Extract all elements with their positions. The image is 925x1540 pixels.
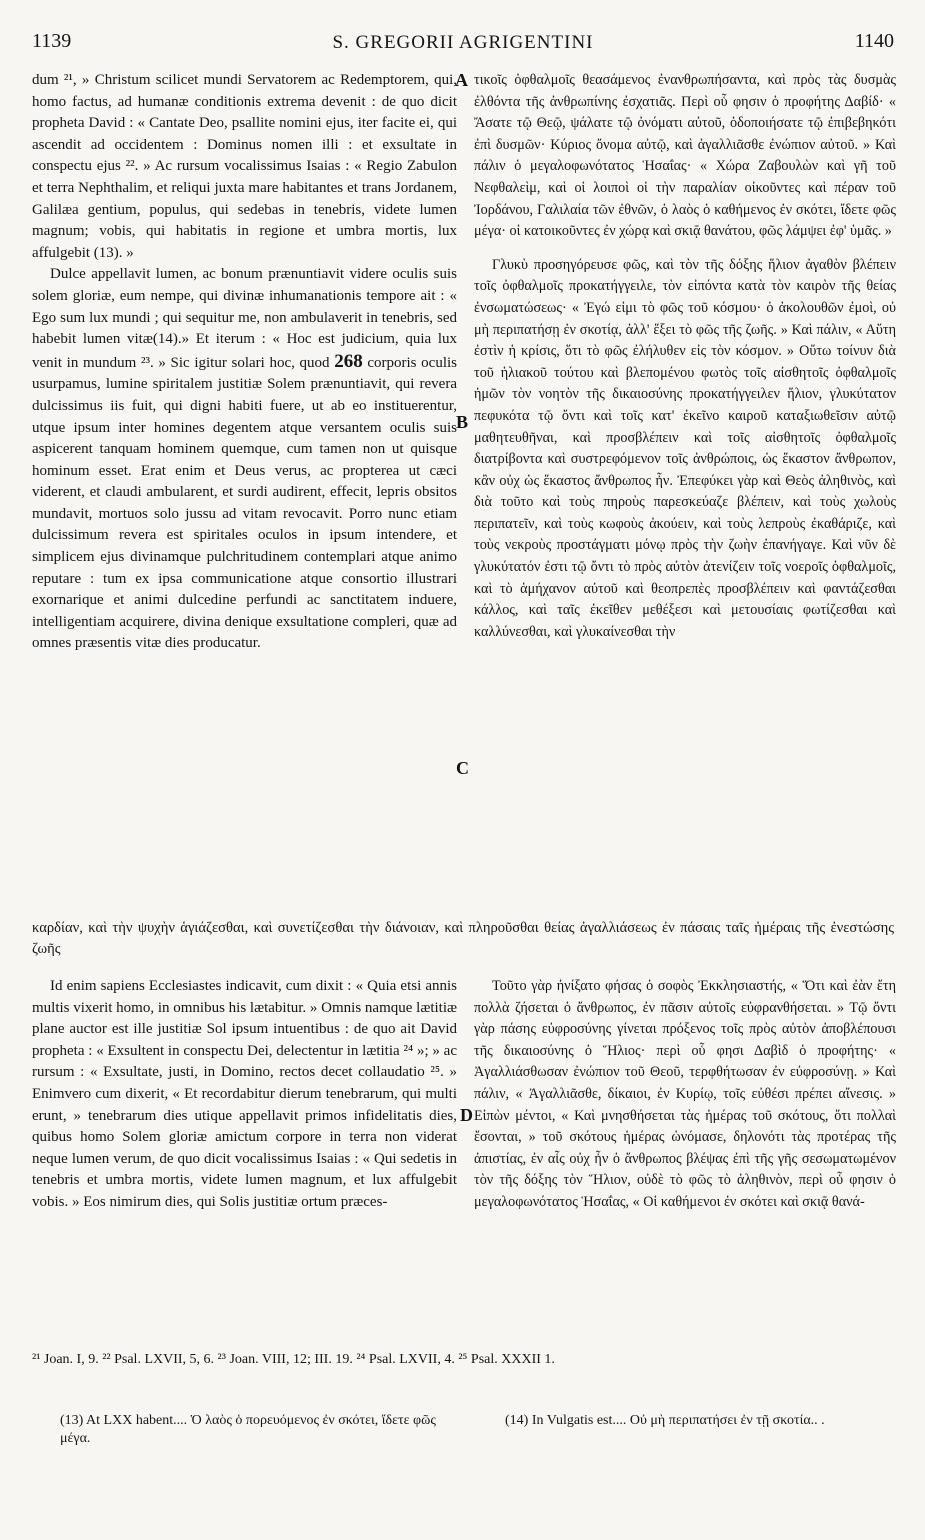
- greek-paragraph-3: Τοῦτο γὰρ ἠνίξατο φήσας ὁ σοφὸς Ἐκκλησιαστής, « Ὅτι καὶ ἐὰν ἔτη πολλὰ ζήσεται ὁ ἄνθρωπος, ἐν πᾶσιν αὐτοῖς εὐφρανθήσεται. » Τῷ ὄντι γὰρ πάσης εὐφροσύνης γίνεται πρόξενος τοῖς πρὸς αὐτὸν ἀποβλέπουσι τῆς δικαιοσύνης ὁ Ἥλιος· περὶ οὗ φησι Δαβὶδ ὁ προφήτης· « Ἀγαλλιάσθωσαν ἐνώπιον τοῦ Θεοῦ, τερφθήτωσαν ἐν εὐφροσύνῃ. » Καὶ πάλιν, « Ἀγαλλιᾶσθε, δίκαιοι, ἐν Κυρίῳ, τοῖς εὐθέσι πρέπει αἴνεσις. » Εἰπὼν μέντοι, « Καὶ μνησθήσεται τὰς ἡμέρας τοῦ σκότους, ὅτι πολλαὶ ἔσονται, » τοῦ σκότους ἡμέρας ὠνόμασε, δηλονότι τὰς προτέρας τῆς ἀπιστίας, ἐν αἷς οὐχ ἦν ὁ ἄνθρωπος βλέψας ἐπὶ τῆς γῆς σεσωματωμένον τὸν τῆς δόξης τὸν Ἥλιον, οὐδὲ τὸ φῶς τὸ ἀληθινὸν, περὶ οὗ φησιν ὁ μεγαλοφωνότατος Ἡσαΐας, « Οἱ καθήμενοι ἐν σκότει καὶ σκιᾷ θανά-: [474, 978, 896, 1210]
- greek-paragraph-2: Γλυκὺ προσηγόρευσε φῶς, καὶ τὸν τῆς δόξης ἥλιον ἀγαθὸν βλέπειν τοῖς ὀφθαλμοῖς προκατήγγειλε, τὸν εἰπόντα κατὰ τὸν καιρὸν τῆς θείας ἐνσωματώσεως· « Ἐγώ εἰμι τὸ φῶς τοῦ κόσμου· ὁ ἀκολουθῶν ἐμοὶ, οὐ μὴ περιπατήσῃ ἐν σκοτίᾳ, ἀλλ' ἕξει τὸ φῶς τῆς ζωῆς. » Καὶ πάλιν, « Αὕτη ἐστὶν ἡ κρίσις, ὅτι τὸ φῶς ἐλήλυθεν εἰς τὸν κόσμον. » Οὕτω τοίνυν διὰ τοῦ ἡλιακοῦ τούτου καὶ βλεπομένου φωτὸς τοῖς αἰσθητοῖς ὀφθαλμοῖς ἡμῶν τὸν νοητὸν τῆς δικαιοσύνης προκατήγγειλεν ἥλιον, γλυκύτατον πεφυκότα τῷ ὄντι καὶ τοῖς κατ' ἐκεῖνο καιροῦ καταξιωθεῖσιν αὐτῷ μαθητευθῆναι, καὶ προσβλέπειν καὶ τοῖς αἰσθητοῖς ὀφθαλμοῖς διατρίβοντα καὶ συστρεφόμενον τοῖς ἀνθρώποις, ὡς ἕκαστον ἄνθρωπον, κἂν οὐχ ὡς ἕκαστος ἄνθρωπος ἦν. Ἐπεφύκει γὰρ καὶ Θεὸς ἀληθινὸς, καὶ διὰ τοῦτο καὶ τοὺς πηροὺς παρεσκεύαζε βλέπειν, καὶ τοὺς χωλοὺς περιπατεῖν, καὶ τοὺς κωφοὺς ἀκούειν, καὶ τοὺς λεπροὺς ἐκαθάριζε, καὶ τοὺς νεκροὺς προστάγματι μόνῳ πρὸς τὴν ζωὴν ἐπανήγαγε. Καὶ νῦν δὲ γλυκύτατόν ἐστι τῷ ὄντι τὸ πρὸς αὐτὸν ἀτενίζειν τοῖς νοεροῖς ὀφθαλμοῖς, καὶ τὸ ἁμήχανον αὐτοῦ καὶ θεοπρεπὲς προσβλέπειν καὶ φαντάζεσθαι κάλλος, καὶ ταῖς ἐκεῖθεν μεθέξεσι καὶ μετουσίαις φωτίζεσθαι καὶ καλλύνεσθαι, καὶ γλυκαίνεσθαι τὴν: [474, 256, 896, 640]
- latin-paragraph-2: [32, 264, 457, 655]
- latin-paragraph-3: Id enim sapiens Ecclesiastes indicavit, cum dixit : « Quia etsi annis multis vixerit homo, in omnibus his lætabitur. » Omnis namque lætitiæ plane auctor est ille justitiæ Sol ipsum intuentibus : de quo ait David propheta : « Exsultent in conspectu Dei, delectentur in lætitia ²⁴ »; » ac rursum : « Exsultate, justi, in Domino, rectos decet collaudatio ²⁵. » Enimvero cum dixerit, « Et recordabitur dierum tenebrarum, qui multi erunt, » tenebrarum dies utique appellavit primos infidelitatis dies, quibus homo Solem gloriæ amictum corpore in terra non viderat neque lumen verum, de quo dicit vocalissimus Isaias : « Qui sedetis in tenebris et umbra mortis, videte lumen magnum, et lux affulgebit vobis. » Eos nimirum dies, qui Solis justitiæ ortum præces-: [32, 978, 458, 1210]
- latin-paragraph-2-end: corporis oculis usurpamus, lumine spiritalem justitiæ Solem prænuntiavit, qui revera dulcissimus iis fuit, qui digni habiti fuere, ut ab eo instituerentur, utque ipsum inter homines degentem atque versantem oculis suis aspicerent tanquam hominem quemque, cum tamen non ut quisque hominum esset. Erat enim et Deus verus, ac propterea ut cæci viderent, et claudi ambularent, et surdi audirent, effecit, lepris obsitos mundavit, mortuos solo jussu ad vitam revocavit. Porro nunc etiam dulcissimum revera est spiritales oculos in ipsum intendere, et simplicem ejus divinamque pulchritudinem contemplari atque animo reputare : tum ex ipsa communicatione atque consortio illustrari exornarique et animi dulcedine perfundi ac sanctitatem induere, intelligentiam acquirere, divina denique exsultatione compleri, quæ ad omnes præsentis vitæ dies producatur.: [32, 354, 457, 652]
- greek-column-bottom: [474, 976, 896, 1214]
- margin-letter-d: D: [460, 1105, 473, 1125]
- margin-letter-a: A: [455, 70, 468, 90]
- running-title: S. GREGORII AGRIGENTINI: [332, 32, 594, 53]
- page-header: [32, 30, 894, 64]
- margin-letter-b: B: [456, 412, 469, 432]
- latin-column-bottom: [32, 976, 457, 1214]
- latin-paragraph-2-start: Dulce appellavit lumen, ac bonum prænuntiavit videre oculis suis solem gloriæ, eum nempe, qui divinæ inhumanationis tempore ait : « Ego sum lux mundi ; qui sequitur me, non ambulaverit in tenebris, sed habebit lumen vitæ(14).» Et iterum : « Hoc est judicium, quia lux venit in mundum ²³. » Sic igitur solari hoc, quod: [32, 266, 457, 371]
- column-number-marker: 268: [334, 350, 363, 372]
- latin-paragraph-1: dum ²¹, » Christum scilicet mundi Servatorem ac Redemptorem, qui, homo factus, ad humanæ conditionis extrema devenit : de quo dicit propheta David : « Cantate Deo, psallite nomini ejus, iter facite ei, qui ascendit ad occidentem : Dominus nomen illi : et exsultate in conspectu ejus ²². » Ac rursum vocalissimus Isaias : « Regio Zabulon et terra Nephthalim, et reliqui juxta mare habitantes et trans Jordanem, Galilæa gentium, populus, qui sedebas in tenebris, videte lumen magnum; vobis, qui habitatis in regione et umbra mortis, lux affulgebit (13). »: [32, 72, 457, 261]
- footnote-14: (14) In Vulgatis est.... Οὐ μὴ περιπατήσει ἐν τῇ σκοτία.. .: [505, 1413, 825, 1428]
- greek-column-top: [474, 70, 896, 643]
- greek-paragraph-1: τικοῖς ὀφθαλμοῖς θεασάμενος ἐνανθρωπήσαντα, καὶ πρὸς τὰς δυσμὰς ἐλθόντα τῆς ἀνθρωπίνης ἐσχατιᾶς. Περὶ οὗ φησιν ὁ προφήτης Δαβίδ· « Ἄσατε τῷ Θεῷ, ψάλατε τῷ ὀνόματι αὐτοῦ, ὁδοποιήσατε τῷ ἐπιβεβηκότι ἐπὶ δυσμῶν· Κύριος ὄνομα αὐτῷ, καὶ ἀγαλλιᾶσθε ἐνώπιον αὐτοῦ. » Καὶ πάλιν ὁ μεγαλοφωνότατος Ἡσαΐας· « Χώρα Ζαβουλὼν καὶ γῆ τοῦ Νεφθαλεὶμ, καὶ οἱ λοιποὶ οἱ τὴν παραλίαν οἰκοῦντες καὶ πέραν τοῦ Ἰορδάνου, Γαλιλαία τῶν ἐθνῶν, ὁ λαὸς ὁ καθήμενος ἐν σκότει, ἴδετε φῶς μέγα· οἱ κατοικοῦντες ἐν χώρᾳ καὶ σκιᾷ θανάτου, φῶς λάμψει ἐφ' ὑμᾶς. »: [474, 72, 896, 240]
- greek-fullwidth-line: καρδίαν, καὶ τὴν ψυχὴν ἁγιάζεσθαι, καὶ συνετίζεσθαι τὴν διάνοιαν, καὶ πληροῦσθαι θείας ἀγαλλιάσεως ἐν πάσαις ταῖς ἡμέραις τῆς ἐνεστώσης ζωῆς: [32, 920, 894, 957]
- latin-column-top: [32, 70, 457, 655]
- scripture-references: ²¹ Joan. I, 9. ²² Psal. LXVII, 5, 6. ²³ Joan. VIII, 12; III. 19. ²⁴ Psal. LXVII, 4. ²⁵ Psal. XXXII 1.: [32, 1352, 555, 1367]
- page-number-right: 1140: [854, 30, 894, 52]
- footnote-13: (13) At LXX habent.... Ὁ λαὸς ὁ πορευόμενος ἐν σκότει, ἴδετε φῶς μέγα.: [60, 1413, 436, 1446]
- margin-letter-c: C: [456, 758, 469, 778]
- page-number-left: 1139: [32, 30, 72, 52]
